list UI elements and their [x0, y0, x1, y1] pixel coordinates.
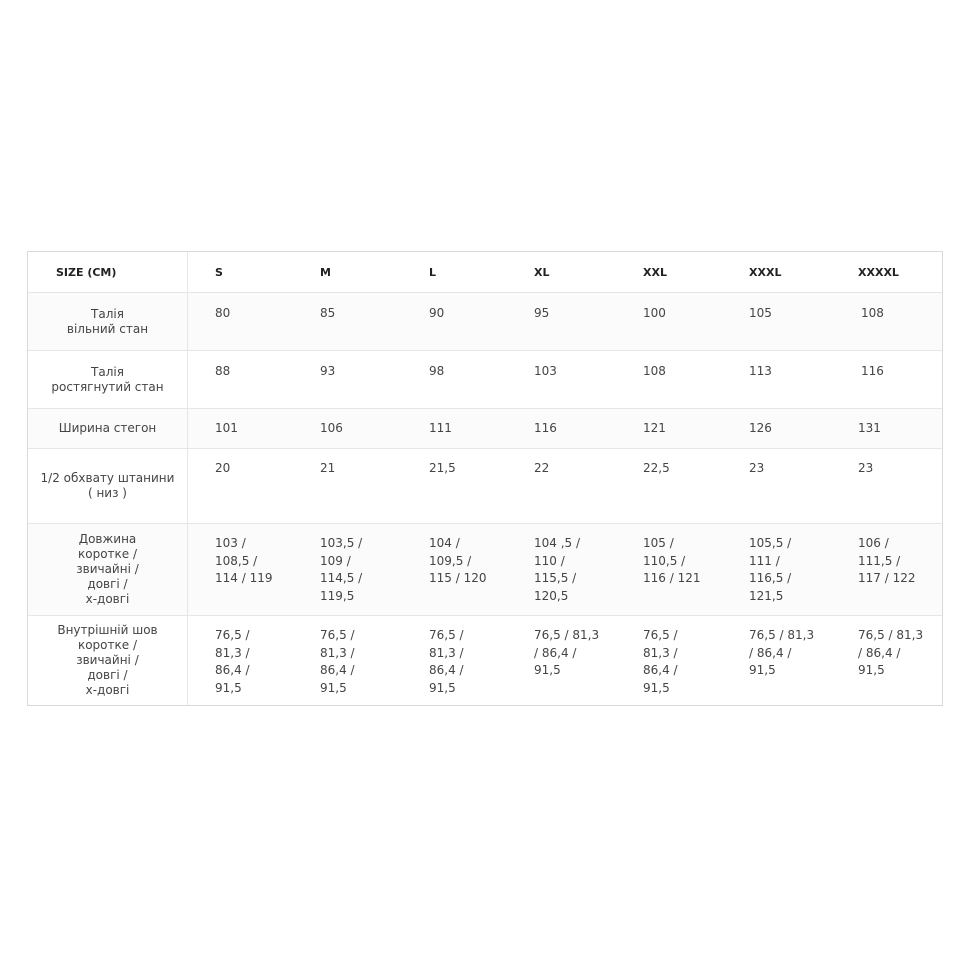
table-cell: 126 — [749, 421, 772, 435]
table-cell: 95 — [534, 306, 550, 320]
table-row — [28, 350, 942, 408]
size-header: XXXL — [749, 266, 782, 279]
table-cell: 76,5 / 81,3 / 86,4 / 91,5 — [534, 628, 600, 677]
table-cell: 22,5 — [643, 461, 670, 475]
table-cell: 76,5 / 81,3 / 86,4 / 91,5 — [215, 628, 250, 695]
table-cell: 104 / 109,5 / 115 / 120 — [429, 536, 487, 585]
table-cell: 131 — [858, 421, 881, 435]
table-cell: 103,5 / 109 / 114,5 / 119,5 — [320, 536, 363, 603]
table-row — [28, 448, 942, 523]
table-cell: 121 — [643, 421, 666, 435]
header-label: SIZE (CM) — [28, 252, 188, 292]
table-cell: 105,5 / 111 / 116,5 / 121,5 — [749, 536, 792, 603]
table-cell: 76,5 / 81,3 / 86,4 / 91,5 — [643, 628, 678, 695]
table-cell: 108 — [861, 306, 884, 320]
table-cell: 21 — [320, 461, 336, 475]
size-header: S — [215, 266, 223, 279]
table-cell: 23 — [749, 461, 765, 475]
size-header: L — [429, 266, 437, 279]
table-cell: 76,5 / 81,3 / 86,4 / 91,5 — [749, 628, 815, 677]
table-cell: 101 — [215, 421, 238, 435]
table-cell: 90 — [429, 306, 445, 320]
table-cell: 116 — [534, 421, 557, 435]
table-cell: 111 — [429, 421, 452, 435]
table-cell: 100 — [643, 306, 666, 320]
row-label: 1/2 обхвату штанини ( низ ) — [28, 449, 188, 523]
table-cell: 80 — [215, 306, 231, 320]
size-header: XXXXL — [858, 266, 899, 279]
table-cell: 88 — [215, 364, 231, 378]
table-cell: 20 — [215, 461, 231, 475]
table-cell: 21,5 — [429, 461, 456, 475]
size-header: XL — [534, 266, 550, 279]
table-cell: 93 — [320, 364, 336, 378]
row-label: Довжина коротке / звичайні / довгі / х-довгі — [28, 524, 188, 615]
table-cell: 108 — [643, 364, 666, 378]
table-cell: 76,5 / 81,3 / 86,4 / 91,5 — [429, 628, 464, 695]
table-cell: 113 — [749, 364, 772, 378]
row-label: Талія ростягнутий стан — [28, 351, 188, 408]
table-cell: 85 — [320, 306, 336, 320]
size-header: M — [320, 266, 331, 279]
table-cell: 76,5 / 81,3 / 86,4 / 91,5 — [320, 628, 355, 695]
table-row — [28, 408, 942, 448]
table-cell: 105 — [749, 306, 772, 320]
table-cell: 103 / 108,5 / 114 / 119 — [215, 536, 273, 585]
row-label: Внутрішній шов коротке / звичайні / довгі / х-довгі — [28, 616, 188, 705]
table-cell: 23 — [858, 461, 874, 475]
table-cell: 116 — [861, 364, 884, 378]
table-cell: 103 — [534, 364, 557, 378]
table-row — [28, 523, 942, 615]
table-cell: 76,5 / 81,3 / 86,4 / 91,5 — [858, 628, 924, 677]
row-label: Ширина стегон — [28, 409, 188, 448]
table-cell: 106 — [320, 421, 343, 435]
table-header-row — [28, 252, 942, 292]
table-cell: 106 / 111,5 / 117 / 122 — [858, 536, 916, 585]
table-cell: 98 — [429, 364, 445, 378]
table-row — [28, 615, 942, 705]
table-cell: 104 ,5 / 110 / 115,5 / 120,5 — [534, 536, 581, 603]
size-header: XXL — [643, 266, 667, 279]
table-row — [28, 292, 942, 350]
table-cell: 22 — [534, 461, 550, 475]
size-chart-table — [27, 251, 943, 706]
table-cell: 105 / 110,5 / 116 / 121 — [643, 536, 701, 585]
row-label: Талія вільний стан — [28, 293, 188, 350]
